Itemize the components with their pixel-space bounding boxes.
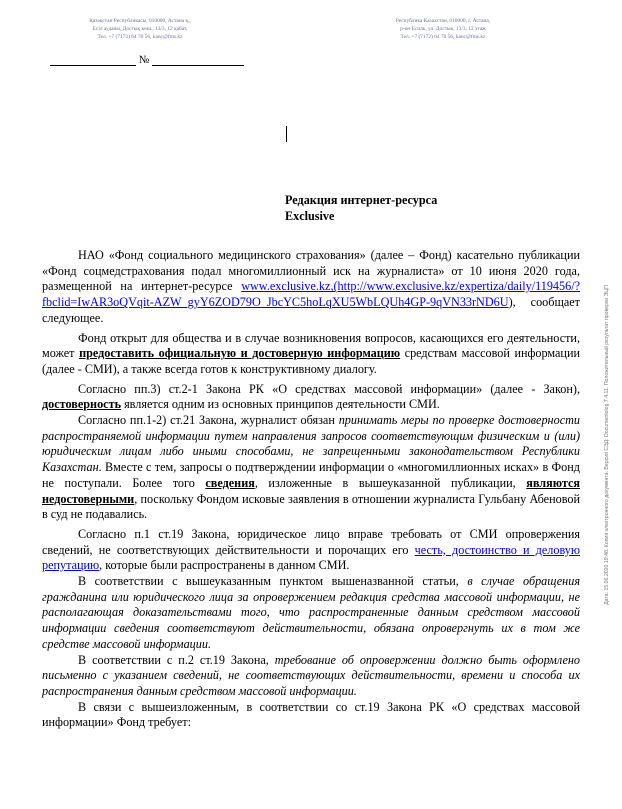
header-left xyxy=(68,17,212,41)
number-sign: № xyxy=(138,54,150,66)
emphasis-reliability: достоверность xyxy=(42,397,122,412)
paragraph-journalist-duty: Согласно пп.1-2) ст.21 Закона, журналист обязан принимать меры по проверке достоверности распространяемой информации путем направления запросов соответствующим физическим и (или) юридическим лицам либо иными способами, не запрещенными законодательством Республики Казахстан. Вместе с тем, запросы о подтверждении информации о «многомиллионных исках» в Фонд не поступали. Более того сведения, изложенные в вышеуказанной публикации, являются недостоверными, поскольку Фондом исковые заявления в отношении журналиста Гульбану Абеновой в суд не подавались. xyxy=(42,413,580,522)
registration-line xyxy=(50,54,244,66)
law-quote: в случае обращения гражданина или юридического лица за опровержением редакция средства массовой информации, не располагающая доказательствами того, что распространенные данным средством массовой информации сведения соответствуют действительности, обязана опровергнуть их в том же средстве массовой информации. xyxy=(42,574,580,651)
header-right-line: Тел. +7 (7172) 64 70 56, kanc@fms.kz xyxy=(400,34,486,40)
header-right-line: р-он Есиль, ул. Достык, 13/3, 12 этаж xyxy=(400,26,486,32)
law-quote: требование об опровержении должно быть оформлено письменно с указанием сведений, не соответствующих действительности, времени и способа их распространения данным средством массовой информации. xyxy=(42,652,581,698)
addressee-line: Редакция интернет-ресурса xyxy=(285,193,438,207)
emphasis-false: являются недостоверными xyxy=(42,475,580,506)
header-left-line: Тел. +7 (7172) 64 70 56, kanc@fms.kz xyxy=(97,34,183,40)
registration-number-blank xyxy=(152,56,244,66)
law-quote: принимать меры по проверке достоверности распространяемой информации путем направления запросов соответствующим физическим и (или) юридическим лицам либо иными способами, не запрещенными законодательством Республики Казахстан xyxy=(42,413,580,475)
signature-stamp-vertical xyxy=(602,240,612,650)
paragraph-refutation-right: Согласно п.1 ст.19 Закона, юридическое лицо вправе требовать от СМИ опровержения сведений, не соответствующих действительности и порочащих его честь, достоинство и деловую репутацию, которые были распространены в данном СМИ. xyxy=(42,526,580,573)
paragraph-principle: Согласно пп.3) ст.2-1 Закона РК «О средствах массовой информации» (далее - Закон), достоверность является одним из основных принципов деятельности СМИ. xyxy=(42,381,580,412)
paragraph-demand: В связи с вышеизложенным, в соответствии со ст.19 Закона РК «О средствах массовой информации» Фонд требует: xyxy=(42,699,580,730)
site-link[interactable]: www.exclusive.kz xyxy=(241,279,331,294)
addressee-line: Exclusive xyxy=(285,209,335,223)
site-link-comma[interactable]: ,( xyxy=(330,279,338,294)
addressee xyxy=(285,192,437,224)
article-link[interactable]: http://www.exclusive.kz/expertiza/daily/119456/?fbclid=IwAR3oQVqit-AZW_gyY6ZOD79O_JbcYC5hoLqXU5WbLQUh4GP-9qVN33rND6U xyxy=(42,279,580,310)
header-left-line: Қазақстан Республикасы, 010000, Астана қ., xyxy=(89,18,191,24)
honor-dignity-link[interactable]: честь, достоинство и деловую репутацию xyxy=(42,542,580,573)
emphasis-official-info: предоставить официальную и достоверную информацию xyxy=(79,346,401,361)
paragraph-editorial-duty: В соответствии с вышеуказанным пунктом вышеназванной статьи, в случае обращения гражданина или юридического лица за опровержением редакция средства массовой информации, не располагающая доказательствами того, что распространенные данным средством массовой информации сведения соответствуют действительности, обязана опровергнуть их в том же средстве массовой информации. xyxy=(42,574,580,651)
text-cursor xyxy=(286,126,287,142)
signature-stamp-text: Дата: 15.06.2020 19:48. Копия электронного документа. Версия СЭД: Documentolog 7.4.11. Положительный результат проверки ЭЦП xyxy=(604,285,610,605)
header-right xyxy=(368,17,518,41)
paragraph-written-demand: В соответствии с п.2 ст.19 Закона, требование об опровержении должно быть оформлено письменно с указанием сведений, не соответствующих действительности, времени и способа их распространения данным средством массовой информации. xyxy=(42,652,581,698)
emphasis-information: сведения xyxy=(205,475,255,490)
header-left-line: Есіл ауданы, Достық көш., 13/3, 12 қабат, xyxy=(92,26,188,32)
header-right-line: Республика Казахстан, 010000, г. Астана, xyxy=(395,18,491,24)
paragraph-intro: НАО «Фонд социального медицинского страхования» (далее – Фонд) касательно публикации «Фонд соцмедстрахования подал многомиллионный иск на журналиста» от 10 июня 2020 года, размещенной на интернет-ресурсе www.exclusive.kz,(http://www.exclusive.kz/expertiza/daily/119456/?fbclid=IwAR3oQVqit-AZW_gyY6ZOD79O_JbcYC5hoLqXU5WbLQUh4GP-9qVN33rND6U), сообщает следующее. xyxy=(42,248,580,325)
letter-body xyxy=(42,248,580,731)
registration-date-blank xyxy=(50,56,136,66)
paragraph-openness: Фонд открыт для общества и в случае возникновения вопросов, касающихся его деятельности, может предоставить официальную и достоверную информацию средствам массовой информации (далее - СМИ), а также всегда готов к конструктивному диалогу. xyxy=(42,330,580,376)
